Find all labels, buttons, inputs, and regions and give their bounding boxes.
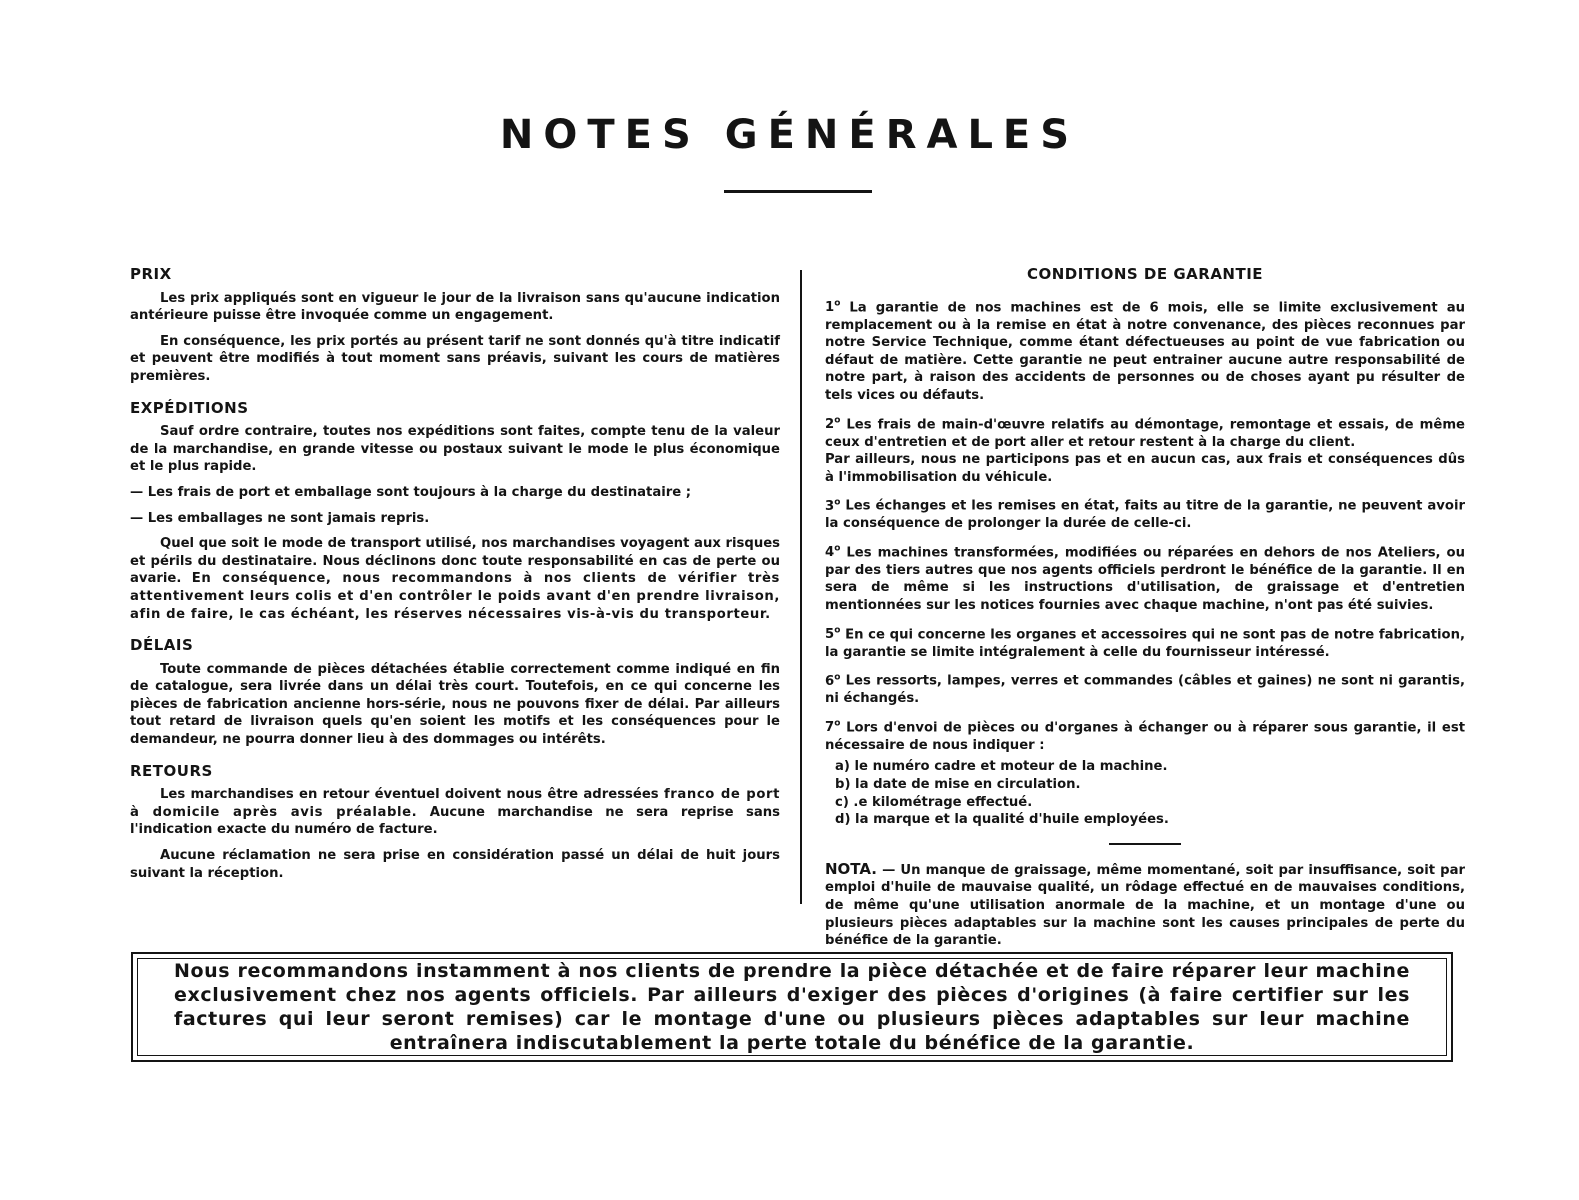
column-divider bbox=[800, 270, 802, 904]
sub-item: d) la marque et la qualité d'huile employées. bbox=[835, 812, 1169, 828]
warranty-item bbox=[825, 623, 1465, 662]
sub-item: c) .e kilométrage effectué. bbox=[835, 794, 1033, 810]
sub-list bbox=[835, 758, 1465, 828]
warranty-item bbox=[825, 669, 1465, 708]
item-number: 6$^o$ bbox=[825, 672, 841, 689]
item-number-value: 6 bbox=[825, 673, 835, 689]
dash-item: — Les emballages ne sont jamais repris. bbox=[130, 510, 430, 526]
paragraph: Toute commande de pièces détachées établie correctement comme indiqué en fin de catalogue, sera livrée dans un délai très court. Toutefois, en ce qui concerne les pièces de fabrication ancienne hors-série, nous ne pouvons fixer de délai. Par ailleurs tout retard de livraison quels qu'en soient les motifs et les conséquences pour le demandeur, ne pourra donner lieu à des dommages ou intérêts. bbox=[130, 661, 780, 748]
item-number: 2$^o$ bbox=[825, 415, 841, 432]
item-text: En ce qui concerne les organes et accessoires qui ne sont pas de notre fabrication, la garantie se limite intégralement à celle du fournisseur intéressé. bbox=[825, 627, 1466, 660]
item-number: 4$^o$ bbox=[825, 543, 841, 561]
warranty-item bbox=[825, 413, 1465, 487]
page-title: NOTES GÉNÉRALES bbox=[499, 112, 1080, 158]
section-heading: EXPÉDITIONS bbox=[130, 398, 249, 417]
section-expeditions bbox=[130, 400, 780, 624]
nota-text: — Un manque de graissage, même momentané, soit par insuffisance, soit par emploi d'huile de mauvaise qualité, un rôdage effectué en de mauvaises conditions, de même qu'une utilisation anormale de la machine, et un montage d'une ou plusieurs pièces adaptables sur la machine sont les causes principales de perte du bénéfice de la garantie. bbox=[825, 862, 1465, 949]
item-text: Les frais de main-d'œuvre relatifs au démontage, remontage et essais, de même ceux d'entretien et de port aller et retour restent à la charge du client. bbox=[825, 416, 1466, 450]
item-number: 1$^o$ bbox=[825, 298, 841, 315]
section-delais bbox=[130, 637, 780, 749]
item-number: 3$^o$ bbox=[825, 497, 841, 514]
nota-lead: NOTA. bbox=[825, 859, 877, 878]
item-number-value: 3 bbox=[825, 498, 835, 514]
section-heading: DÉLAIS bbox=[130, 636, 194, 655]
section-heading: PRIX bbox=[130, 265, 172, 283]
dash-item: — Les frais de port et emballage sont toujours à la charge du destinataire ; bbox=[130, 484, 692, 500]
left-column bbox=[130, 266, 780, 896]
paragraph-text: Aucune marchandise ne sera reprise sans l'indication exacte du numéro de facture. bbox=[130, 804, 781, 838]
right-column bbox=[825, 266, 1465, 950]
section-heading: CONDITIONS DE GARANTIE bbox=[1026, 265, 1264, 283]
section-retours bbox=[130, 763, 780, 883]
item-text: Les machines transformées, modifiées ou réparées en dehors de nos Ateliers, ou par des tiers autres que nos agents officiels perdront le bénéfice de la garantie. Il en sera de même si les instructions d'utilisation, de graissage et d'entretien mentionnées sur les notices fournies avec chaque machine, n'ont pas été suivies. bbox=[825, 545, 1465, 614]
warranty-list bbox=[825, 296, 1465, 829]
paragraph: Les prix appliqués sont en vigueur le jour de la livraison sans qu'aucune indication antérieure puisse être invoquée comme un engagement. bbox=[130, 290, 780, 324]
sub-item: b) la date de mise en circulation. bbox=[835, 776, 1081, 792]
emphasis-text: En conséquence, nous recommandons à nos clients de vérifier très attentivement leurs colis et d'en contrôler le poids avant d'en prendre livraison, afin de faire, le cas échéant, les réserves nécessaires vis-à-vis du transporteur. bbox=[130, 571, 781, 622]
item-text: Les échanges et les remises en état, faits au titre de la garantie, ne peuvent avoir la conséquence de prolonger la durée de celle-ci. bbox=[825, 498, 1465, 532]
sub-item: a) le numéro cadre et moteur de la machine. bbox=[835, 759, 1168, 775]
paragraph bbox=[130, 786, 780, 839]
paragraph: Sauf ordre contraire, toutes nos expéditions sont faites, compte tenu de la valeur de la marchandise, en grande vitesse ou postaux suivant le mode le plus économique et le plus rapide. bbox=[130, 424, 780, 475]
nota-paragraph bbox=[825, 861, 1465, 950]
item-number-value: 1 bbox=[825, 299, 835, 315]
item-text: Les ressorts, lampes, verres et commandes (câbles et gaines) ne sont ni garantis, ni échangés. bbox=[825, 673, 1465, 707]
paragraph-text: Quel que soit le mode de transport utilisé, nos marchandises voyagent aux risques et périls du destinataire. Nous déclinons donc toute responsabilité en cas de perte ou avarie. bbox=[130, 536, 780, 587]
emphasis-text: franco de port à domicile après avis préalable. bbox=[130, 787, 781, 820]
item-number-value: 2 bbox=[825, 416, 835, 432]
paragraph bbox=[130, 535, 780, 623]
warranty-item bbox=[825, 716, 1465, 755]
paragraph: Aucune réclamation ne sera prise en considération passé un délai de huit jours suivant la réception. bbox=[130, 848, 780, 881]
notice-inner-frame bbox=[137, 958, 1447, 1056]
warranty-item bbox=[825, 541, 1465, 615]
notice-box bbox=[131, 952, 1453, 1062]
item-number: 5$^o$ bbox=[825, 625, 841, 643]
item-number: 7$^o$ bbox=[825, 718, 841, 736]
paragraph: En conséquence, les prix portés au présent tarif ne sont donnés qu'à titre indicatif et peuvent être modifiés à tout moment sans préavis, suivant les cours de matières premières. bbox=[130, 333, 780, 384]
item-number-value: 4 bbox=[825, 545, 835, 561]
title-underline bbox=[724, 190, 872, 193]
nota-separator bbox=[1109, 843, 1181, 845]
item-text: Par ailleurs, nous ne participons pas et en aucun cas, aux frais et conséquences dûs à l'immobilisation du véhicule. bbox=[825, 452, 1465, 485]
item-text: La garantie de nos machines est de 6 mois, elle se limite exclusivement au remplacement ou à la remise en état à notre convenance, des pièces reconnues par notre Service Technique, comme étant défectueuses au point de vue fabrication ou défaut de matière. Cette garantie ne peut entrainer aucune autre responsabilité de notre part, à raison des accidents de personnes ou de choses ayant pu résulter de tels vices ou défauts. bbox=[825, 299, 1465, 403]
section-heading: RETOURS bbox=[130, 761, 213, 780]
paragraph-text: Les marchandises en retour éventuel doivent nous être adressées bbox=[160, 787, 659, 803]
notice-text: Nous recommandons instamment à nos clients de prendre la pièce détachée et de faire réparer leur machine exclusivement chez nos agents officiels. Par ailleurs d'exiger des pièces d'origines (à faire certifier sur les factures qui leur seront remises) car le montage d'une ou plusieurs pièces adaptables sur leur machine entraînera indiscutablement la perte totale du bénéfice de la garantie. bbox=[174, 960, 1410, 1054]
item-text: Lors d'envoi de pièces ou d'organes à échanger ou à réparer sous garantie, il est nécessaire de nous indiquer : bbox=[825, 720, 1465, 753]
item-number-value: 7 bbox=[825, 720, 835, 736]
warranty-item bbox=[825, 296, 1465, 405]
item-number-value: 5 bbox=[825, 627, 835, 643]
section-prix bbox=[130, 266, 780, 386]
warranty-item bbox=[825, 494, 1465, 533]
